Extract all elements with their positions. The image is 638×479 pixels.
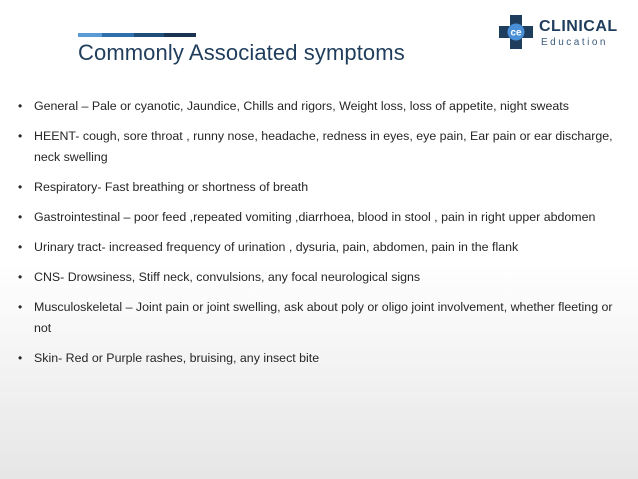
bullet-marker: •	[18, 300, 23, 314]
bullet-marker: •	[18, 210, 23, 224]
bullet-text: Musculoskeletal – Joint pain or joint swelling, ask about poly or oligo joint involvement, whether fleeting or not	[34, 300, 613, 335]
title-accent-bar	[78, 33, 196, 37]
accent-segment	[102, 33, 134, 37]
bullet-text: Gastrointestinal – poor feed ,repeated vomiting ,diarrhoea, blood in stool , pain in right upper abdomen	[34, 210, 596, 224]
logo-wordmark: CLINICAL	[539, 18, 618, 35]
clinical-education-logo	[497, 13, 632, 53]
list-item	[18, 96, 618, 117]
bullet-marker: •	[18, 351, 23, 365]
bullet-marker: •	[18, 240, 23, 254]
bullet-text: HEENT- cough, sore throat , runny nose, headache, redness in eyes, eye pain, Ear pain or ear discharge, neck swelling	[34, 129, 613, 164]
logo-mark-letters: ce	[510, 27, 522, 39]
bullet-text: Skin- Red or Purple rashes, bruising, any insect bite	[34, 351, 320, 365]
bullet-text: CNS- Drowsiness, Stiff neck, convulsions, any focal neurological signs	[34, 270, 421, 284]
list-item	[18, 177, 618, 198]
accent-segment	[164, 33, 196, 37]
symptom-list	[18, 96, 618, 378]
logo-subtitle: Education	[541, 37, 608, 48]
bullet-text: Respiratory- Fast breathing or shortness of breath	[34, 180, 309, 194]
bullet-text: General – Pale or cyanotic, Jaundice, Chills and rigors, Weight loss, loss of appetite, night sweats	[34, 99, 569, 113]
bullet-marker: •	[18, 99, 23, 113]
bullet-marker: •	[18, 129, 23, 143]
list-item	[18, 126, 618, 168]
list-item	[18, 207, 618, 228]
medical-cross-logo-icon	[497, 13, 535, 51]
list-item	[18, 348, 618, 369]
accent-segment	[78, 33, 102, 37]
bullet-text: Urinary tract- increased frequency of urination , dysuria, pain, abdomen, pain in the flank	[34, 240, 519, 254]
bullet-marker: •	[18, 270, 23, 284]
list-item	[18, 237, 618, 258]
list-item	[18, 297, 618, 339]
list-item	[18, 267, 618, 288]
bullet-marker: •	[18, 180, 23, 194]
slide-title: Commonly Associated symptoms	[78, 40, 405, 65]
accent-segment	[134, 33, 164, 37]
